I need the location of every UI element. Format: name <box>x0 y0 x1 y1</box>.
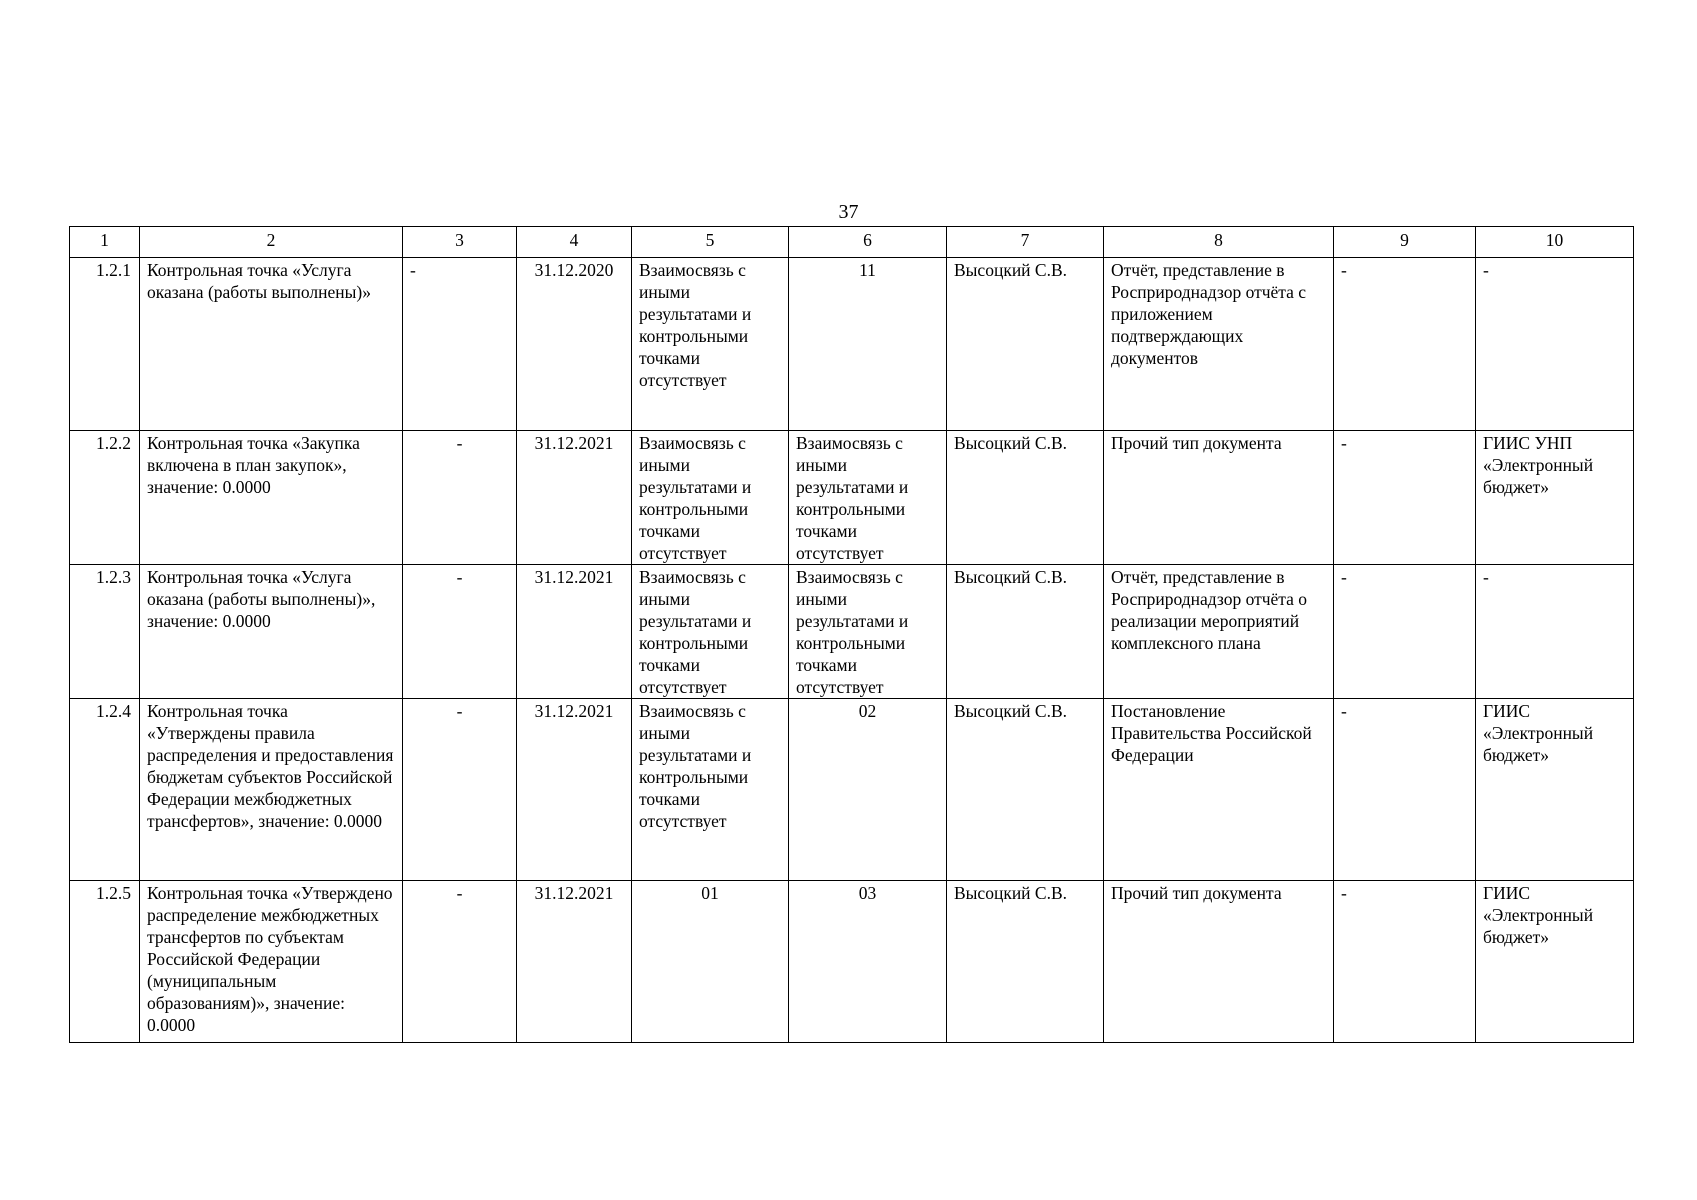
system-cell: ГИИС УНП «Электронный бюджет» <box>1476 431 1634 565</box>
column-header: 6 <box>789 227 947 258</box>
table-row <box>70 258 1634 431</box>
responsible-cell: Высоцкий С.В. <box>947 565 1104 699</box>
control-point-name: Контрольная точка «Услуга оказана (работы выполнены)», значение: 0.0000 <box>140 565 403 699</box>
cell-col6: Взаимосвязь с иными результатами и контрольными точками отсутствует <box>789 431 947 565</box>
cell-col5: 01 <box>632 881 789 1043</box>
table-row <box>70 881 1634 1043</box>
document-cell: Прочий тип документа <box>1104 881 1334 1043</box>
column-header: 10 <box>1476 227 1634 258</box>
cell-col3: - <box>403 699 517 881</box>
cell-col6: 02 <box>789 699 947 881</box>
column-header: 9 <box>1334 227 1476 258</box>
date-cell: 31.12.2021 <box>517 565 632 699</box>
row-number: 1.2.5 <box>70 881 140 1043</box>
system-cell: ГИИС «Электронный бюджет» <box>1476 699 1634 881</box>
control-point-name: Контрольная точка «Утверждены правила распределения и предоставления бюджетам субъектов Российской Федерации межбюджетных трансфертов», значение: 0.0000 <box>140 699 403 881</box>
system-cell: ГИИС «Электронный бюджет» <box>1476 881 1634 1043</box>
row-number: 1.2.3 <box>70 565 140 699</box>
table-row <box>70 565 1634 699</box>
control-point-name: Контрольная точка «Закупка включена в план закупок», значение: 0.0000 <box>140 431 403 565</box>
column-header: 1 <box>70 227 140 258</box>
control-point-name: Контрольная точка «Утверждено распределение межбюджетных трансфертов по субъектам Российской Федерации (муниципальным образованиям)», значение: 0.0000 <box>140 881 403 1043</box>
cell-col3: - <box>403 431 517 565</box>
cell-col6: 11 <box>789 258 947 431</box>
cell-col5: Взаимосвязь с иными результатами и контрольными точками отсутствует <box>632 431 789 565</box>
responsible-cell: Высоцкий С.В. <box>947 881 1104 1043</box>
cell-col9: - <box>1334 431 1476 565</box>
cell-col5: Взаимосвязь с иными результатами и контрольными точками отсутствует <box>632 258 789 431</box>
cell-col3: - <box>403 258 517 431</box>
responsible-cell: Высоцкий С.В. <box>947 258 1104 431</box>
page-number: 37 <box>838 201 859 223</box>
responsible-cell: Высоцкий С.В. <box>947 431 1104 565</box>
cell-col3: - <box>403 565 517 699</box>
row-number: 1.2.2 <box>70 431 140 565</box>
column-header: 5 <box>632 227 789 258</box>
row-number: 1.2.4 <box>70 699 140 881</box>
system-cell: - <box>1476 258 1634 431</box>
cell-col9: - <box>1334 881 1476 1043</box>
table-row <box>70 699 1634 881</box>
document-cell: Отчёт, представление в Росприроднадзор отчёта с приложением подтверждающих документов <box>1104 258 1334 431</box>
date-cell: 31.12.2021 <box>517 881 632 1043</box>
row-number: 1.2.1 <box>70 258 140 431</box>
control-points-table <box>69 226 1634 1043</box>
cell-col5: Взаимосвязь с иными результатами и контрольными точками отсутствует <box>632 565 789 699</box>
column-header: 4 <box>517 227 632 258</box>
column-header: 7 <box>947 227 1104 258</box>
column-number-row <box>70 227 1634 258</box>
column-header: 3 <box>403 227 517 258</box>
date-cell: 31.12.2021 <box>517 699 632 881</box>
cell-col3: - <box>403 881 517 1043</box>
document-cell: Постановление Правительства Российской Федерации <box>1104 699 1334 881</box>
cell-col9: - <box>1334 699 1476 881</box>
cell-col5: Взаимосвязь с иными результатами и контрольными точками отсутствует <box>632 699 789 881</box>
cell-col9: - <box>1334 258 1476 431</box>
document-cell: Прочий тип документа <box>1104 431 1334 565</box>
system-cell: - <box>1476 565 1634 699</box>
column-header: 8 <box>1104 227 1334 258</box>
cell-col6: 03 <box>789 881 947 1043</box>
date-cell: 31.12.2020 <box>517 258 632 431</box>
responsible-cell: Высоцкий С.В. <box>947 699 1104 881</box>
document-cell: Отчёт, представление в Росприроднадзор отчёта о реализации мероприятий комплексного плана <box>1104 565 1334 699</box>
cell-col6: Взаимосвязь с иными результатами и контрольными точками отсутствует <box>789 565 947 699</box>
date-cell: 31.12.2021 <box>517 431 632 565</box>
table-row <box>70 431 1634 565</box>
cell-col9: - <box>1334 565 1476 699</box>
control-point-name: Контрольная точка «Услуга оказана (работы выполнены)» <box>140 258 403 431</box>
column-header: 2 <box>140 227 403 258</box>
